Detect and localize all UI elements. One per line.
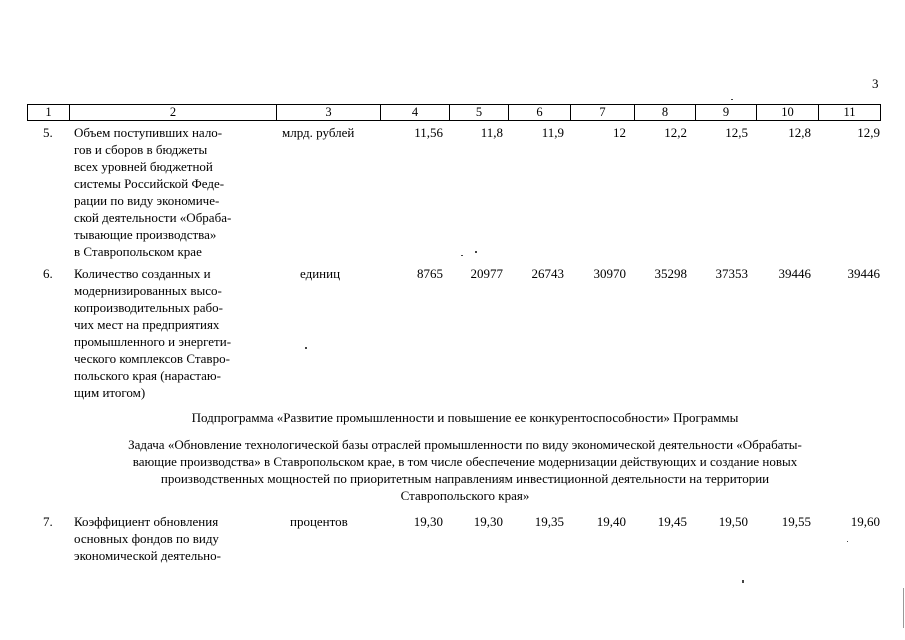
desc-line: всех уровней бюджетной xyxy=(74,159,213,174)
row-value: 39446 xyxy=(778,266,811,281)
header-cell-4: 4 xyxy=(411,105,419,119)
row-value: 19,50 xyxy=(718,514,748,529)
header-cell-9: 9 xyxy=(722,105,730,119)
row-value: 19,30 xyxy=(473,514,503,529)
row-value: 19,55 xyxy=(781,514,811,529)
row-value: 19,35 xyxy=(534,514,564,529)
desc-line: Объем поступивших нало- xyxy=(74,125,223,140)
header-cell-7: 7 xyxy=(599,105,606,119)
header-cell-2: 2 xyxy=(169,105,177,119)
row-value: 26743 xyxy=(531,266,564,281)
desc-line: Коэффициент обновления xyxy=(74,514,219,529)
row-value: 39446 xyxy=(847,266,880,281)
scan-speck xyxy=(742,580,744,583)
header-cell-10: 10 xyxy=(781,105,794,119)
scan-speck xyxy=(305,347,307,349)
row-value: 12,8 xyxy=(788,125,811,140)
scan-speck xyxy=(461,255,463,256)
desc-line: модернизированных высо- xyxy=(74,283,222,298)
desc-line: копроизводительных рабо- xyxy=(74,300,223,315)
subprogram-title: Подпрограмма «Развитие промышленности и повышение ее конкурентоспособности» Программы xyxy=(191,410,739,425)
header-cell-8: 8 xyxy=(661,105,669,119)
page-number: 3 xyxy=(872,76,879,91)
scan-speck xyxy=(731,99,733,100)
task-line: Задача «Обновление технологической базы отраслей промышленности по виду экономической деятельности «Обрабаты- xyxy=(128,437,802,452)
row-unit: процентов xyxy=(290,514,348,529)
desc-line: в Ставропольском крае xyxy=(74,244,202,259)
row-number: 7. xyxy=(43,514,53,529)
row-number: 6. xyxy=(43,266,53,281)
scan-edge xyxy=(903,588,904,628)
desc-line: щим итогом) xyxy=(74,385,146,400)
task-line: производственных мощностей по приоритетным направлениям инвестиционной деятельности на территории xyxy=(160,471,770,486)
task-line: вающие производства» в Ставропольском крае, в том числе обеспечение модернизации действующих и создание новых xyxy=(132,454,798,469)
desc-line: ской деятельности «Обраба- xyxy=(74,210,232,225)
header-cell-3: 3 xyxy=(325,105,332,119)
row-number: 5. xyxy=(43,125,53,140)
row-unit: единиц xyxy=(300,266,341,281)
row-value: 11,8 xyxy=(480,125,503,140)
desc-line: основных фондов по виду xyxy=(74,531,219,546)
row-value: 19,60 xyxy=(850,514,880,529)
desc-line: польского края (нарастаю- xyxy=(74,368,221,383)
desc-line: рации по виду экономиче- xyxy=(74,193,220,208)
desc-line: Количество созданных и xyxy=(74,266,211,281)
task-line: Ставропольского края» xyxy=(400,488,530,503)
row-value: 20977 xyxy=(470,266,503,281)
row-value: 12,9 xyxy=(857,125,880,140)
row-value: 35298 xyxy=(654,266,687,281)
scan-speck xyxy=(475,251,477,253)
row-value: 19,40 xyxy=(596,514,626,529)
row-value: 19,30 xyxy=(413,514,443,529)
desc-line: тывающие производства» xyxy=(74,227,217,242)
desc-line: гов и сборов в бюджеты xyxy=(74,142,208,157)
header-cell-6: 6 xyxy=(536,105,543,119)
table-header xyxy=(27,104,881,121)
task-description xyxy=(40,436,890,504)
row-value: 8765 xyxy=(417,266,443,281)
row-value: 12 xyxy=(613,125,626,140)
header-cell-11: 11 xyxy=(843,105,856,119)
desc-line: ческого комплексов Ставро- xyxy=(74,351,230,366)
row-value: 12,5 xyxy=(725,125,748,140)
row-value: 19,45 xyxy=(657,514,687,529)
header-cell-1: 1 xyxy=(45,105,52,119)
row-value: 12,2 xyxy=(664,125,687,140)
row-description xyxy=(74,124,267,260)
desc-line: промышленного и энергети- xyxy=(74,334,232,349)
row-value: 37353 xyxy=(715,266,748,281)
desc-line: экономической деятельно- xyxy=(74,548,221,563)
desc-line: системы Российской Феде- xyxy=(74,176,225,191)
row-value: 30970 xyxy=(593,266,626,281)
scan-speck xyxy=(847,541,848,542)
row-value: 11,56 xyxy=(414,125,443,140)
row-description xyxy=(74,265,267,401)
header-cell-5: 5 xyxy=(475,105,483,119)
row-description xyxy=(74,513,267,564)
row-unit: млрд. рублей xyxy=(282,125,355,140)
desc-line: чих мест на предприятиях xyxy=(74,317,220,332)
row-value: 11,9 xyxy=(541,125,564,140)
